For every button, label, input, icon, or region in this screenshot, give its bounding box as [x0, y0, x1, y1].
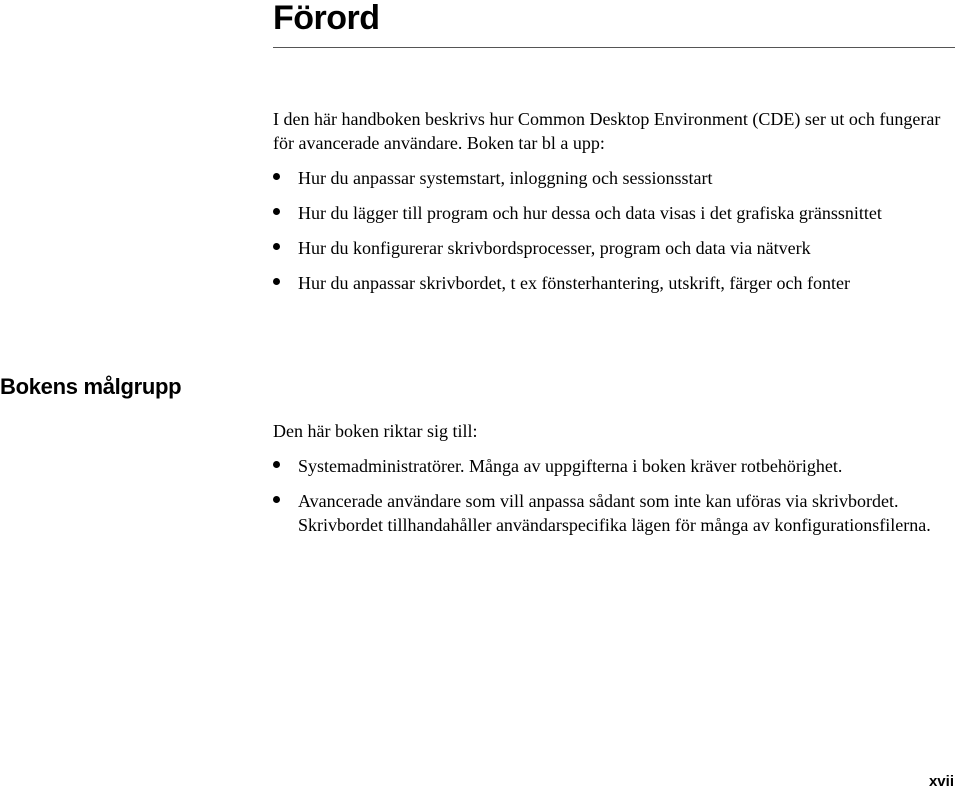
list-item — [273, 166, 958, 190]
bullet-icon — [273, 278, 280, 285]
list-item-text: Hur du anpassar systemstart, inloggning och sessionsstart — [298, 168, 713, 188]
list-item-text: Avancerade användare som vill anpassa sådant som inte kan uföras via skrivbordet. Skrivbordet tillhandahåller användarspecifika lägen för många av konfigurationsfilerna. — [298, 491, 931, 535]
intro-paragraph: I den här handboken beskrivs hur Common Desktop Environment (CDE) ser ut och fungerar för avancerade användare. Boken tar bl a upp: — [273, 109, 941, 153]
list-item — [273, 201, 958, 225]
page-title: Förord — [273, 0, 380, 37]
bullet-icon — [273, 243, 280, 250]
page-number: xvii — [928, 773, 954, 790]
list-item-text: Hur du lägger till program och hur dessa och data visas i det grafiska gränssnittet — [298, 203, 882, 223]
bullet-icon — [273, 461, 280, 468]
bullet-icon — [273, 173, 280, 180]
topics-list — [273, 166, 958, 306]
title-divider — [273, 47, 955, 48]
list-item — [273, 454, 958, 478]
list-item-text: Hur du konfigurerar skrivbordsprocesser, program och data via nätverk — [298, 238, 811, 258]
audience-list — [273, 454, 958, 548]
audience-intro: Den här boken riktar sig till: — [273, 421, 478, 441]
list-item — [273, 489, 958, 537]
list-item-text: Systemadministratörer. Många av uppgifterna i boken kräver rotbehörighet. — [298, 456, 843, 476]
list-item — [273, 271, 958, 295]
section-heading: Bokens målgrupp — [0, 374, 182, 399]
list-item — [273, 236, 958, 260]
list-item-text: Hur du anpassar skrivbordet, t ex fönsterhantering, utskrift, färger och fonter — [298, 273, 850, 293]
bullet-icon — [273, 496, 280, 503]
bullet-icon — [273, 208, 280, 215]
